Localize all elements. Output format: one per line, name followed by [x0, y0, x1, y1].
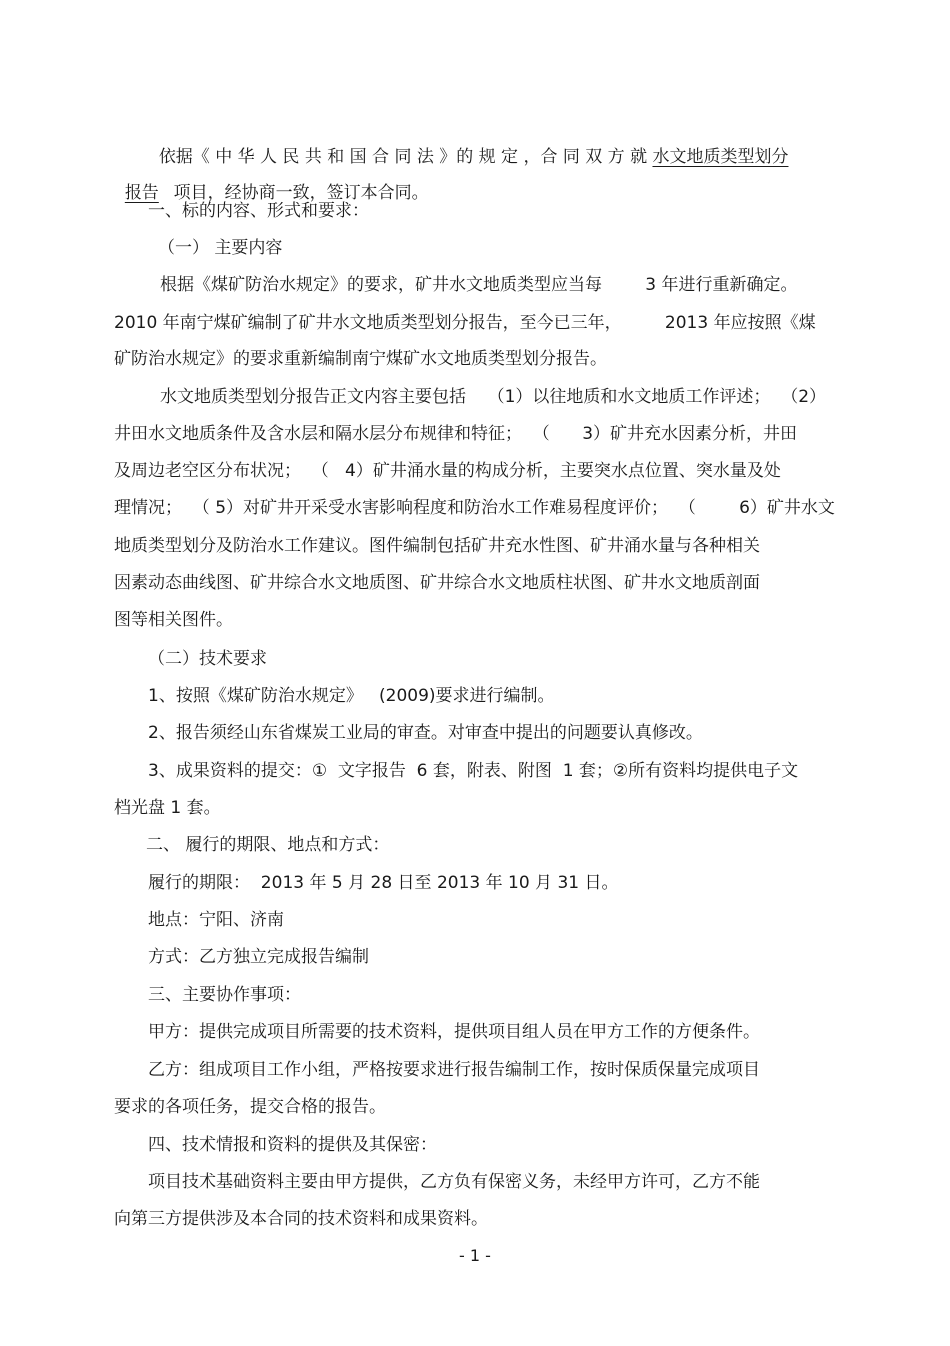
content-para-1-line-1: 根据《煤矿防治水规定》的要求，矿井水文地质类型应当每 3 年进行重新确定。 — [160, 275, 798, 295]
requirement-3-line-2: 档光盘 1 套。 — [114, 798, 221, 818]
content-para-2-line-3: 及周边老空区分布状况； （ 4）矿井涌水量的构成分析，主要突水点位置、突水量及处 — [114, 461, 781, 481]
performance-period: 履行的期限： 2013 年 5 月 28 日至 2013 年 10 月 31 日。 — [148, 873, 619, 893]
content-para-2-line-1: 水文地质类型划分报告正文内容主要包括 （1）以往地质和水文地质工作评述； （2） — [160, 387, 827, 407]
content-para-1-line-3: 矿防治水规定》的要求重新编制南宁煤矿水文地质类型划分报告。 — [114, 349, 607, 369]
requirement-1: 1、按照《煤矿防治水规定》 (2009)要求进行编制。 — [148, 686, 555, 706]
requirement-2: 2、报告须经山东省煤炭工业局的审查。对审查中提出的问题要认真修改。 — [148, 723, 703, 743]
party-b-duty-line-2: 要求的各项任务，提交合格的报告。 — [114, 1097, 386, 1117]
project-name-underlined-1: 水文地质类型划分 — [652, 147, 789, 167]
page-number: - 1 - — [459, 1246, 491, 1265]
section-1-sub-heading-content: （一） 主要内容 — [158, 238, 283, 258]
intro-line-2 — [114, 160, 429, 204]
intro-text-tail: 项目，经协商一致，签订本合同。 — [162, 183, 429, 203]
section-1-heading: 一、标的内容、形式和要求： — [148, 201, 369, 221]
section-1-sub-heading-requirements: （二）技术要求 — [148, 649, 267, 669]
confidentiality-line-1: 项目技术基础资料主要由甲方提供，乙方负有保密义务，未经甲方许可，乙方不能 — [148, 1172, 760, 1192]
section-3-heading: 三、主要协作事项： — [148, 985, 301, 1005]
content-para-2-line-2: 井田水文地质条件及含水层和隔水层分布规律和特征； （ 3）矿井充水因素分析，井田 — [114, 424, 798, 444]
project-name-underlined-2: 报告 — [124, 183, 159, 203]
performance-method: 方式：乙方独立完成报告编制 — [148, 947, 369, 967]
content-para-2-line-6: 因素动态曲线图、矿井综合水文地质图、矿井综合水文地质柱状图、矿井水文地质剖面 — [114, 573, 760, 593]
party-b-duty-line-1: 乙方：组成项目工作小组，严格按要求进行报告编制工作，按时保质保量完成项目 — [148, 1060, 760, 1080]
content-para-2-line-7: 图等相关图件。 — [114, 610, 233, 630]
confidentiality-line-2: 向第三方提供涉及本合同的技术资料和成果资料。 — [114, 1209, 488, 1229]
intro-text: 依据《 中 华 人 民 共 和 国 合 同 法 》的 规 定 ，合 同 双 方 就 — [158, 147, 653, 167]
content-para-2-line-5: 地质类型划分及防治水工作建议。图件编制包括矿井充水性图、矿井涌水量与各种相关 — [114, 536, 760, 556]
requirement-3-line-1: 3、成果资料的提交：① 文字报告 6 套，附表、附图 1 套；②所有资料均提供电子文 — [148, 761, 799, 781]
content-para-2-line-4: 理情况； （ 5）对矿井开采受水害影响程度和防治水工作难易程度评价； （ 6）矿井水文 — [114, 498, 835, 518]
section-4-heading: 四、技术情报和资料的提供及其保密： — [148, 1135, 437, 1155]
performance-place: 地点：宁阳、济南 — [148, 910, 284, 930]
content-para-1-line-2: 2010 年南宁煤矿编制了矿井水文地质类型划分报告，至今已三年， 2013 年应按照《煤 — [114, 313, 816, 333]
party-a-duty: 甲方：提供完成项目所需要的技术资料，提供项目组人员在甲方工作的方便条件。 — [148, 1022, 760, 1042]
section-2-heading: 二、 履行的期限、地点和方式： — [146, 835, 390, 855]
